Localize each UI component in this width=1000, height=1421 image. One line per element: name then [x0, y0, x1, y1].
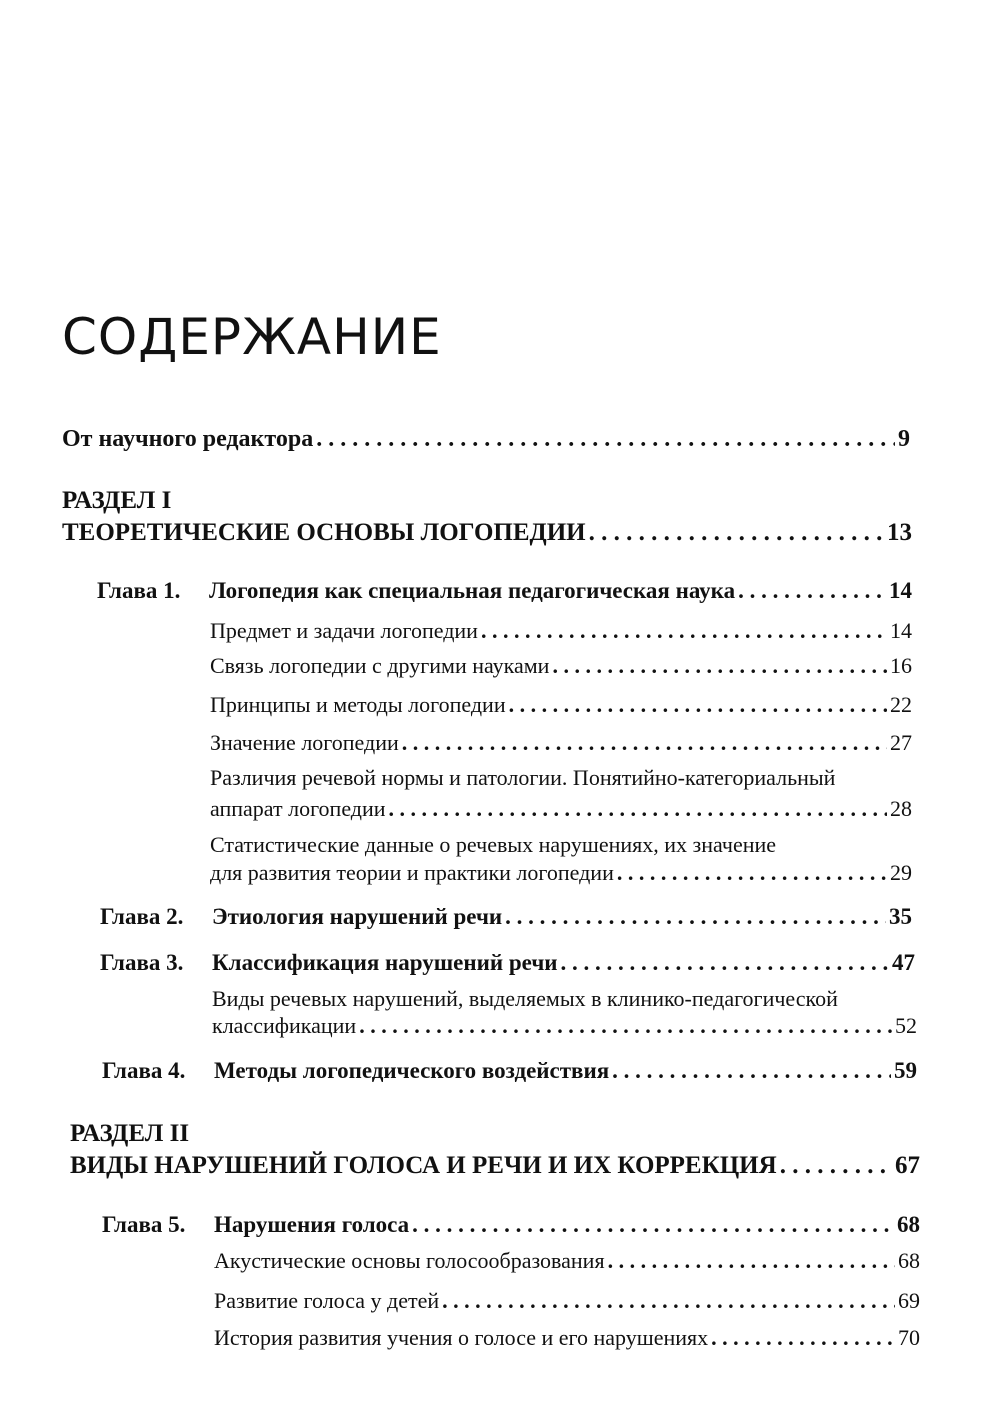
- subsection-title: История развития учения о голосе и его нарушениях: [214, 1325, 709, 1350]
- leader-dots: [617, 860, 887, 886]
- toc-page-number: 47: [892, 950, 915, 975]
- chapter-number: Глава 5.: [102, 1212, 186, 1237]
- toc-page-number: 28: [890, 796, 912, 821]
- toc-page-number: 14: [890, 618, 912, 643]
- leader-dots: [612, 1058, 891, 1084]
- toc-entry-chapter-1[interactable]: [97, 578, 912, 604]
- toc-page-number: 9: [898, 426, 910, 452]
- leader-dots: [509, 692, 887, 718]
- chapter-title: Логопедия как специальная педагогическая наука: [209, 578, 736, 603]
- subsection-title: Акустические основы голосообразования: [214, 1248, 605, 1273]
- leader-dots: [481, 618, 887, 644]
- leader-dots: [589, 519, 884, 547]
- subsection-title: Значение логопедии: [210, 730, 399, 755]
- leader-dots: [402, 730, 887, 756]
- toc-entry-label: От научного редактора: [62, 426, 314, 452]
- toc-page-number: 52: [895, 1013, 917, 1038]
- leader-dots: [389, 796, 887, 822]
- toc-page-number: 27: [890, 730, 912, 755]
- section-title: ТЕОРЕТИЧЕСКИЕ ОСНОВЫ ЛОГОПЕДИИ: [62, 519, 586, 546]
- toc-entry-subsection-line1: Различия речевой нормы и патологии. Понятийно-категориальный: [210, 765, 836, 790]
- chapter-title: Нарушения голоса: [214, 1212, 410, 1237]
- leader-dots: [711, 1325, 895, 1351]
- subsection-title: аппарат логопедии: [210, 796, 386, 821]
- toc-page-number: 68: [897, 1212, 920, 1237]
- chapter-number: Глава 2.: [100, 904, 184, 929]
- toc-entry-subsection[interactable]: [210, 692, 912, 718]
- section-label: РАЗДЕЛ I: [62, 487, 172, 514]
- toc-page-number: 22: [890, 692, 912, 717]
- subsection-title: Принципы и методы логопедии: [210, 692, 506, 717]
- leader-dots: [608, 1248, 895, 1274]
- section-title: ВИДЫ НАРУШЕНИЙ ГОЛОСА И РЕЧИ И ИХ КОРРЕКЦИЯ: [70, 1152, 777, 1179]
- toc-entry-section-2[interactable]: [70, 1152, 920, 1180]
- subsection-title: для развития теории и практики логопедии: [210, 860, 614, 885]
- leader-dots: [552, 653, 887, 679]
- section-label: РАЗДЕЛ II: [70, 1120, 190, 1147]
- leader-dots: [316, 426, 895, 453]
- toc-entry-editor[interactable]: [62, 426, 910, 453]
- toc-page-number: 29: [890, 860, 912, 885]
- leader-dots: [359, 1013, 892, 1039]
- toc-entry-subsection[interactable]: [210, 860, 912, 886]
- toc-entry-subsection[interactable]: [214, 1288, 920, 1314]
- leader-dots: [505, 904, 886, 930]
- toc-page-number: 69: [898, 1288, 920, 1313]
- toc-entry-subsection[interactable]: [212, 1013, 917, 1039]
- toc-page-number: 59: [894, 1058, 917, 1083]
- chapter-title: Классификация нарушений речи: [212, 950, 558, 975]
- chapter-number: Глава 3.: [100, 950, 184, 975]
- subsection-title: классификации: [212, 1013, 357, 1038]
- leader-dots: [780, 1152, 892, 1180]
- toc-page-number: 35: [889, 904, 912, 929]
- toc-entry-subsection[interactable]: [210, 618, 912, 644]
- toc-entry-subsection[interactable]: [210, 730, 912, 756]
- toc-entry-chapter-2[interactable]: [100, 904, 912, 930]
- page-title: СОДЕРЖАНИЕ: [62, 308, 442, 366]
- toc-entry-subsection-line1: Виды речевых нарушений, выделяемых в клинико-педагогической: [212, 986, 838, 1011]
- subsection-title: Связь логопедии с другими науками: [210, 653, 550, 678]
- toc-entry-subsection[interactable]: [214, 1248, 920, 1274]
- leader-dots: [561, 950, 889, 976]
- toc-entry-chapter-5[interactable]: [102, 1212, 920, 1238]
- subsection-title: Развитие голоса у детей: [214, 1288, 440, 1313]
- toc-page-number: 70: [898, 1325, 920, 1350]
- leader-dots: [442, 1288, 895, 1314]
- leader-dots: [412, 1212, 894, 1238]
- toc-page-number: 13: [887, 519, 912, 546]
- toc-entry-subsection-line1: Статистические данные о речевых нарушениях, их значение: [210, 832, 777, 857]
- chapter-number: Глава 1.: [97, 578, 181, 603]
- chapter-number: Глава 4.: [102, 1058, 186, 1083]
- chapter-title: Методы логопедического воздействия: [214, 1058, 610, 1083]
- subsection-title: Предмет и задачи логопедии: [210, 618, 478, 643]
- toc-entry-subsection[interactable]: [210, 653, 912, 679]
- toc-page-number: 14: [889, 578, 912, 603]
- leader-dots: [738, 578, 886, 604]
- toc-entry-chapter-3[interactable]: [100, 950, 915, 976]
- toc-entry-subsection[interactable]: [210, 796, 912, 822]
- chapter-title: Этиология нарушений речи: [212, 904, 503, 929]
- toc-page-number: 67: [895, 1152, 920, 1179]
- toc-page-number: 68: [898, 1248, 920, 1273]
- toc-entry-subsection[interactable]: [214, 1325, 920, 1351]
- toc-entry-chapter-4[interactable]: [102, 1058, 917, 1084]
- toc-page-number: 16: [890, 653, 912, 678]
- toc-entry-section-1[interactable]: [62, 519, 912, 547]
